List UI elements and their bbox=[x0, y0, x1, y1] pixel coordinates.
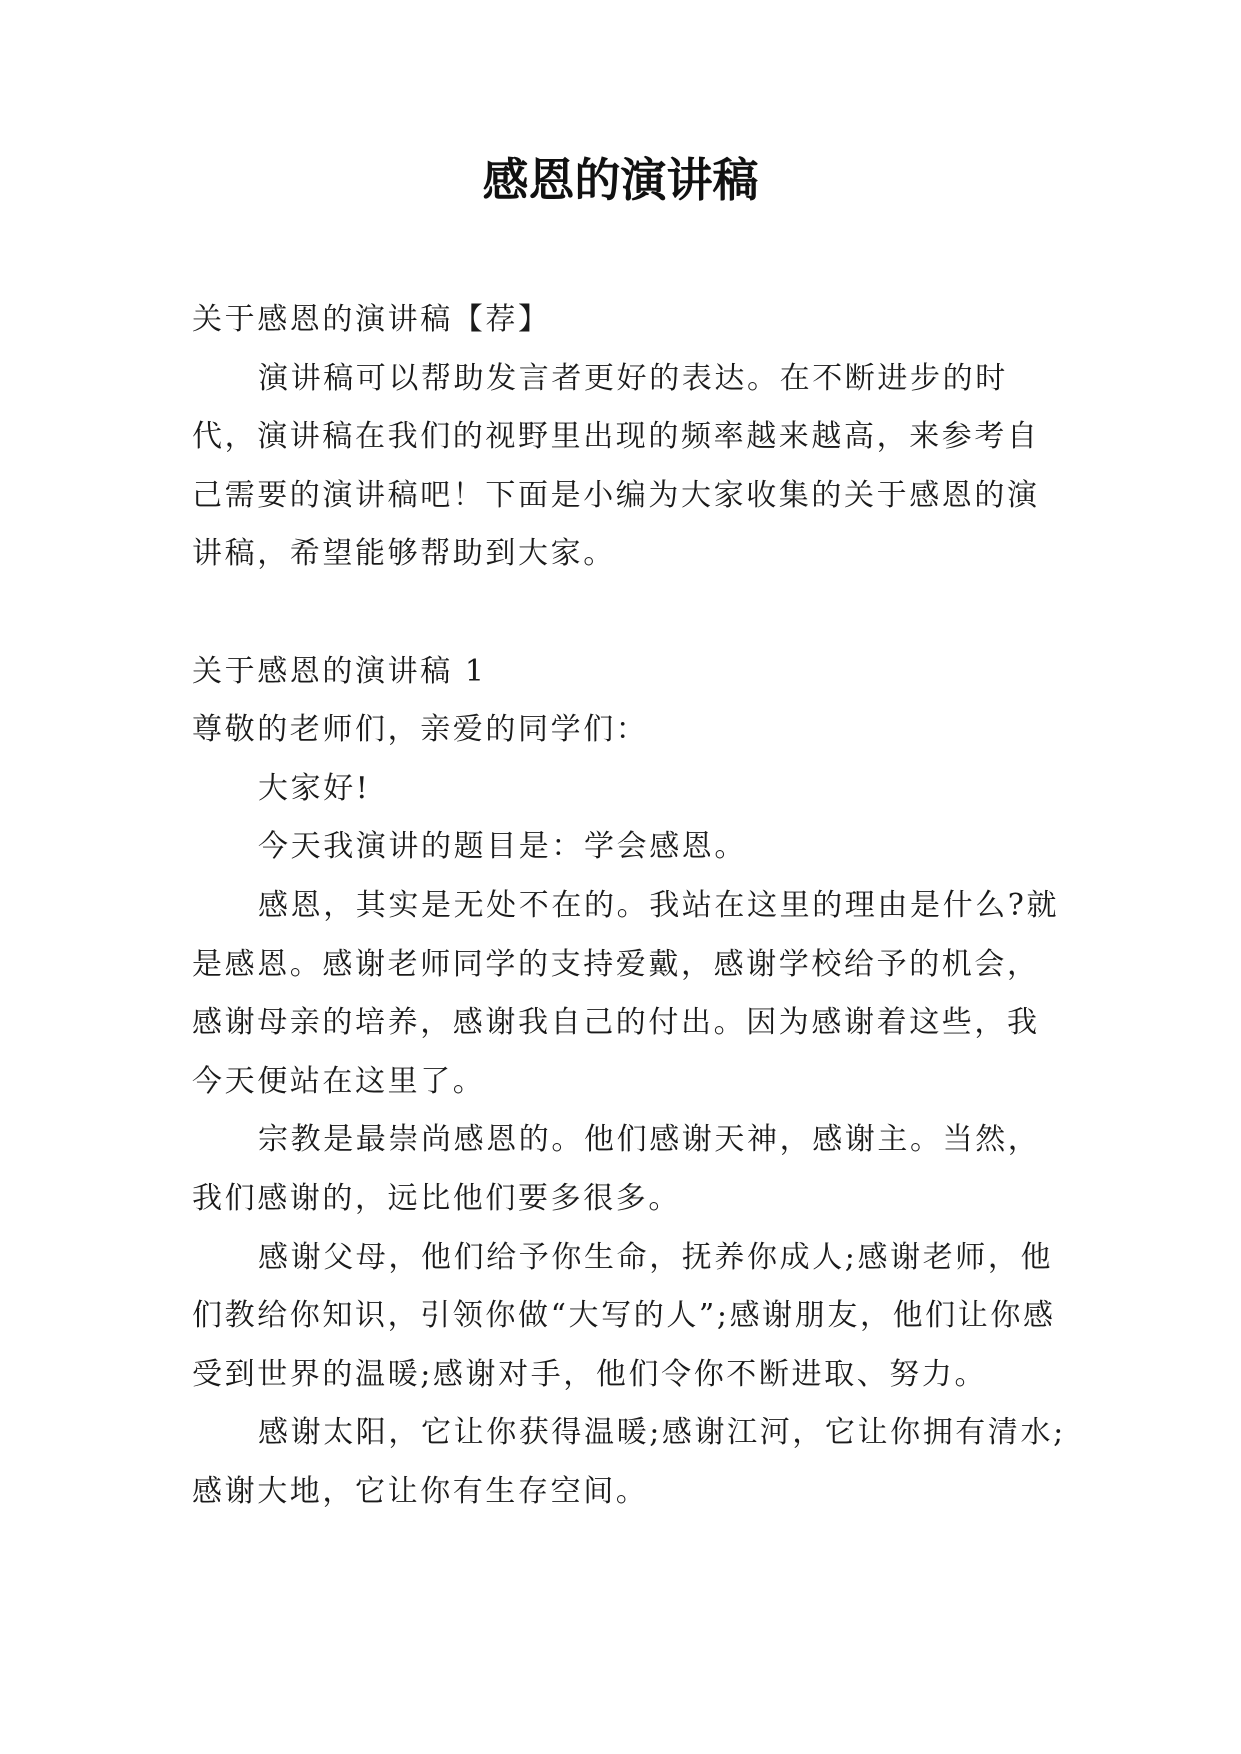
section-heading: 关于感恩的演讲稿 1 bbox=[192, 653, 487, 689]
document-title: 感恩的演讲稿 bbox=[482, 153, 759, 207]
document-body bbox=[192, 291, 1072, 1521]
speech-paragraph: 感谢太阳，它让你获得温暖;感谢江河，它让你拥有清水;感谢大地，它让你有生存空间。 bbox=[192, 1415, 1066, 1509]
speech-paragraph: 感恩，其实是无处不在的。我站在这里的理由是什么?就是感恩。感谢老师同学的支持爱戴，感谢学校给予的机会，感谢母亲的培养，感谢我自己的付出。因为感谢着这些，我今天便站在这里了。 bbox=[192, 887, 1060, 1099]
speech-paragraph: 感谢父母，他们给予你生命，抚养你成人;感谢老师，他们教给你知识，引领你做“大写的人”;感谢朋友，他们让你感受到世界的温暖;感谢对手，他们令你不断进取、努力。 bbox=[192, 1239, 1056, 1392]
section-spacer bbox=[192, 584, 1072, 643]
speech-paragraph: 今天我演讲的题目是：学会感恩。 bbox=[258, 829, 747, 865]
speech-paragraph: 宗教是最崇尚感恩的。他们感谢天神，感谢主。当然，我们感谢的，远比他们要多很多。 bbox=[192, 1122, 1041, 1216]
document-subtitle: 关于感恩的演讲稿【荐】 bbox=[192, 302, 551, 337]
intro-paragraph: 演讲稿可以帮助发言者更好的表达。在不断进步的时代，演讲稿在我们的视野里出现的频率越来越高，来参考自己需要的演讲稿吧！下面是小编为大家收集的关于感恩的演讲稿，希望能够帮助到大家。 bbox=[192, 360, 1040, 572]
salutation: 尊敬的老师们，亲爱的同学们： bbox=[192, 712, 649, 748]
speech-paragraph: 大家好! bbox=[258, 770, 371, 806]
